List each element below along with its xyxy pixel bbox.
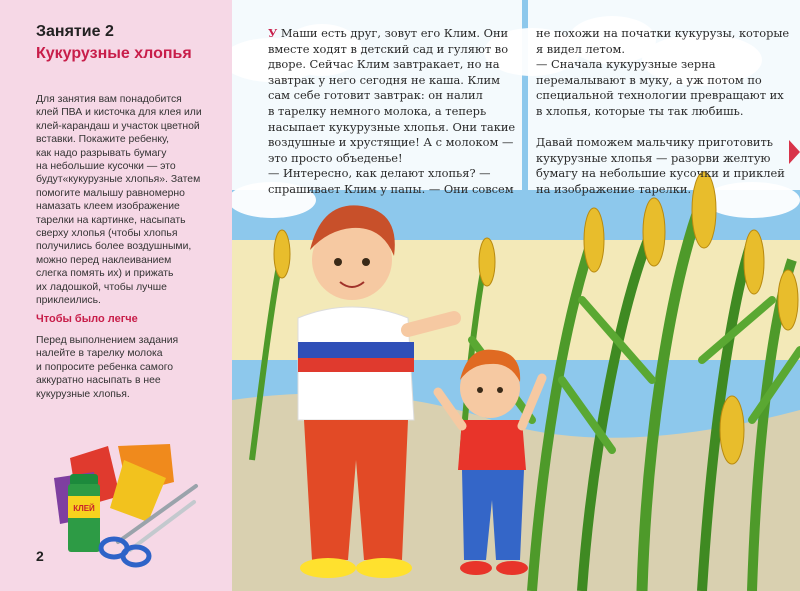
- lesson-title: Занятие 2: [36, 23, 114, 40]
- tip-title: Чтобы было легче: [36, 313, 138, 325]
- tip-line: и попросите ребенка самого: [36, 361, 174, 373]
- story-line: завтрак у него сегодня не каша. Клим: [268, 72, 500, 87]
- tip-line: Перед выполнением задания: [36, 335, 179, 346]
- intro-line: их ладошкой, чтобы лучше: [36, 281, 167, 293]
- intro-line: помогите малышу равномерно: [36, 187, 185, 199]
- intro-line: тарелки на картинке, насыпать: [36, 214, 186, 226]
- intro-line: клей-карандаш и участок цветной: [36, 120, 200, 132]
- intro-line: будут«кукурузные хлопья». Затем: [36, 174, 201, 186]
- story-line: в хлопья, которые ты так любишь.: [536, 103, 744, 118]
- story-line: это просто объеденье!: [268, 150, 403, 165]
- glue-stick-icon: [68, 474, 100, 552]
- drop-cap: У: [268, 26, 278, 40]
- intro-line: Для занятия вам понадобится: [36, 94, 182, 105]
- lesson-subtitle: Кукурузные хлопья: [36, 45, 192, 62]
- story-line: я видел летом.: [536, 41, 626, 56]
- story-line: воздушные и хрустящие! А с молоком —: [268, 135, 514, 150]
- story-line: бумагу на небольшие кусочки и приклей: [536, 166, 785, 181]
- story-line: [268, 26, 520, 42]
- intro-line: как надо разрывать бумагу: [36, 147, 167, 159]
- story-column-left: [268, 26, 520, 198]
- next-page-arrow-icon[interactable]: [789, 140, 800, 164]
- intro-line: слегка помять их) и прижать: [36, 268, 174, 280]
- story-line: Давай поможем мальчику приготовить: [536, 135, 773, 150]
- intro-line: клей ПВА и кисточка для клея или: [36, 107, 202, 119]
- paragraph-spacer: [536, 120, 788, 136]
- intro-line: приклеились.: [36, 295, 101, 307]
- intro-line: на небольшие кусочки — это: [36, 161, 176, 173]
- tip-line: аккуратно насыпать в нее: [36, 375, 161, 387]
- story-line: вместе ходят в детский сад и гуляют во: [268, 41, 509, 56]
- instructions-sidebar: [0, 0, 232, 591]
- story-line: — Сначала кукурузные зерна: [536, 57, 716, 72]
- story-line: на изображение тарелки.: [536, 181, 692, 196]
- glue-label: КЛЕЙ: [73, 504, 95, 513]
- story-line: спрашивает Клим у папы. — Они совсем: [268, 181, 514, 196]
- intro-line: можно перед наклеиванием: [36, 254, 172, 266]
- story-line: в тарелку немного молока, а теперь: [268, 103, 487, 118]
- intro-line: вставки. Покажите ребенку,: [36, 134, 170, 146]
- story-line: сам себе готовит завтрак: он налил: [268, 88, 483, 103]
- story-line: кукурузные хлопья — разорви желтую: [536, 150, 771, 165]
- intro-text: [36, 93, 226, 308]
- story-line: не похожи на початки кукурузы, которые: [536, 26, 790, 40]
- intro-line: сверху хлопья (чтобы хлопья: [36, 228, 178, 240]
- story-line: специальной технологии превращают их: [536, 88, 784, 103]
- tip-text: [36, 334, 226, 401]
- page-number: 2: [36, 548, 44, 564]
- intro-line: получились более воздушными,: [36, 241, 192, 253]
- story-column-right: [536, 26, 788, 198]
- story-line: насыпает кукурузные хлопья. Они такие: [268, 119, 516, 134]
- story-line: дворе. Сейчас Клим завтракает, но на: [268, 57, 500, 72]
- story-line-text: Маши есть друг, зовут его Клим. Они: [280, 26, 509, 40]
- story-line: перемалывают в муку, а уж потом по: [536, 72, 762, 87]
- craft-supplies-illustration: [48, 438, 208, 568]
- intro-line: намазать клеем изображение: [36, 201, 180, 213]
- story-line: — Интересно, как делают хлопья? —: [268, 166, 491, 181]
- tip-line: кукурузные хлопья.: [36, 388, 130, 400]
- tip-line: налейте в тарелку молока: [36, 348, 163, 360]
